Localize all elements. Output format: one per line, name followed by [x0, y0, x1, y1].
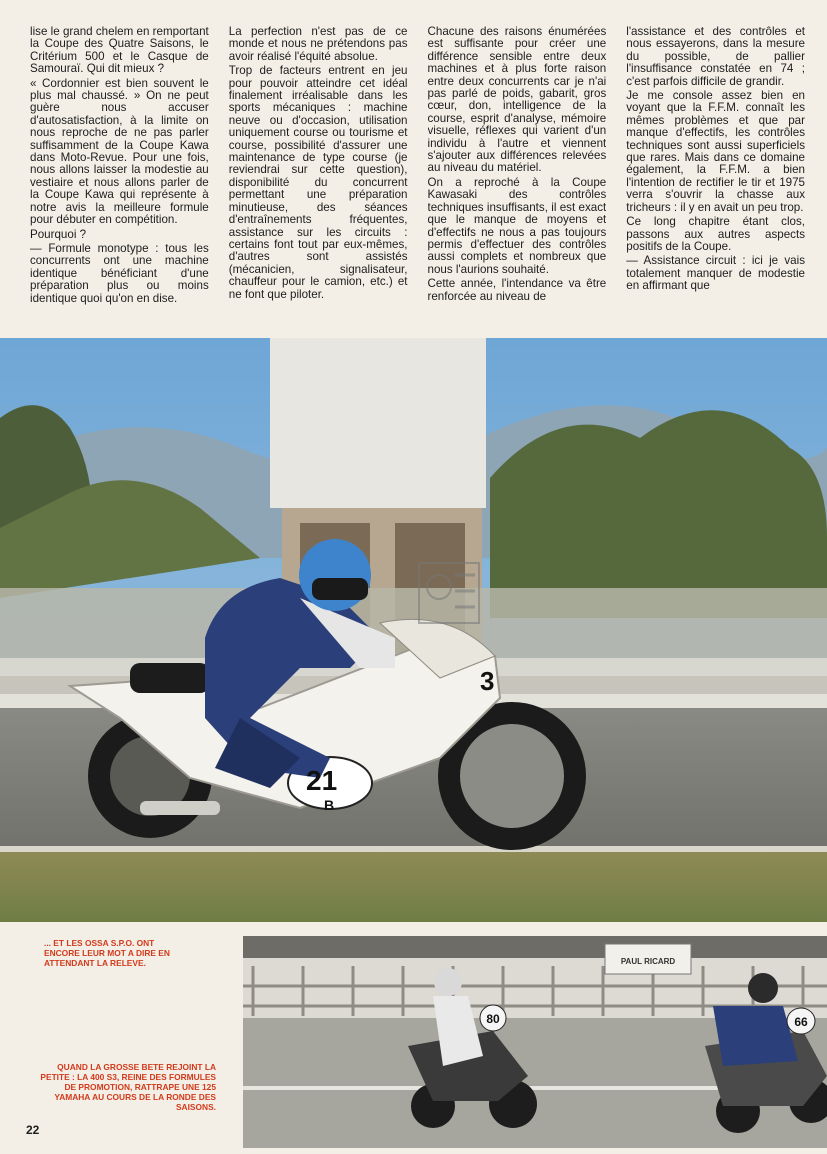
paragraph: La perfection n'est pas de ce monde et nous ne prétendons pas avoir réalisé l'équité absolue.	[228, 26, 408, 63]
text-column-3	[428, 26, 607, 318]
paragraph: Je me console assez bien en voyant que la F.F.M. connaît les mêmes problèmes et que par manque d'effectifs, les contrôles techniques sont aussi superficiels que rares. Mais dans ce domaine également, la F.F.M. a bien l'intention de rectifier le tir et 1975 verra s'ouvrir la chasse aux tricheurs : il y en avait un peu trop.	[626, 89, 805, 214]
billboard-text: PAUL RICARD	[620, 957, 676, 966]
paragraph: l'assistance et des contrôles et nous essayerons, dans la mesure du possible, de pallier l'insuffisance constatée en 74 ; c'est parfois difficile de grandir.	[626, 26, 805, 88]
track-photo-illustration	[243, 936, 827, 1148]
text-column-1	[30, 26, 209, 318]
paragraph: « Cordonnier est bien souvent le plus mal chaussé. » On ne peut guère nous accuser d'autosatisfaction, à la limite on nous reproche de ne pas parler suffisamment de la Coupe Kawa dans Moto-Revue. Pour une fois, nous allons laisser la modestie au vestiaire et nous allons parler de la Coupe Kawa qui représente à notre avis la meilleure formule pour débuter en compétition.	[30, 76, 209, 227]
text-column-4	[626, 26, 805, 318]
rider-number-suffix: B	[324, 797, 335, 813]
caption-grosse-bete: QUAND LA GROSSE BETE REJOINT LA PETITE : LA 400 S3, REINE DES FORMULES DE PROMOTION, RATTRAPE UNE 125 YAMAHA AU COURS DE LA RONDE DES SAISONS.	[40, 1062, 216, 1112]
secondary-photo	[243, 936, 827, 1148]
paragraph: On a reproché à la Coupe Kawasaki des contrôles techniques insuffisants, il est exact que le manque de moyens et d'effectifs ne nous a pas toujours permis d'effectuer des contrôles aussi complets et nombreux que nous l'aurions souhaité.	[427, 175, 607, 276]
paragraph: Trop de facteurs entrent en jeu pour pouvoir atteindre cet idéal finalement irréalisable dans les sports mécaniques : machine neuve ou d'occasion, utilisation uniquement course ou tourisme et course, possibilité d'assurer une maintenance de type course (je reviendrai sur cette question), disponibilité du concurrent permettant une préparation minutieuse, des séances d'entraînements fréquentes, assistance sur les circuits : certains font tout par eux-mêmes, d'autres sont assistés (mécanicien, signalisateur, chauffeur pour le camion, etc.) et ne font que piloter.	[228, 64, 408, 301]
article-text	[30, 26, 805, 318]
paragraph: Ce long chapitre étant clos, passons aux autres aspects positifs de la Coupe.	[626, 215, 805, 253]
race-photo-illustration	[0, 338, 827, 922]
text-column-2	[229, 26, 408, 318]
paragraph: Pourquoi ?	[30, 227, 87, 241]
page-number: 22	[26, 1123, 40, 1137]
paragraph: lise le grand chelem en remportant la Coupe des Quatre Saisons, le Critérium 500 et le Casque de Samouraï. Qui dit mieux ?	[30, 26, 209, 76]
bottom-band	[0, 922, 827, 1154]
paragraph: — Assistance circuit : ici je vais totalement manquer de modestie en affirmant que	[626, 254, 805, 293]
fairing-number: 3	[480, 666, 495, 696]
paragraph: Chacune des raisons énumérées est suffisante pour créer une différence sensible entre deux machines et à plus forte raison entre deux concurrents car je n'ai pas parlé de poids, gabarit, gros cœur, don, intelligence de la course, esprit d'analyse, mémoire visuelle, réflexes qui varient d'un individu à l'autre et viennent s'ajouter aux différences relevées au niveau du matériel.	[427, 26, 607, 175]
bike-right-number: 66	[794, 1015, 808, 1029]
rider-number: 21	[306, 765, 338, 796]
paragraph: Cette année, l'intendance va être renforcée au niveau de	[427, 277, 607, 303]
paragraph: — Formule monotype : tous les concurrents ont une machine identique bénéficiant d'une préparation plus ou moins identique quoi qu'on en dise.	[30, 241, 209, 305]
main-photo	[0, 338, 827, 922]
bike-left-number: 80	[486, 1012, 500, 1026]
watermark-stamp-icon	[417, 561, 481, 625]
caption-ossa: ... ET LES OSSA S.P.O. ONT ENCORE LEUR MOT A DIRE EN ATTENDANT LA RELEVE.	[44, 938, 170, 968]
